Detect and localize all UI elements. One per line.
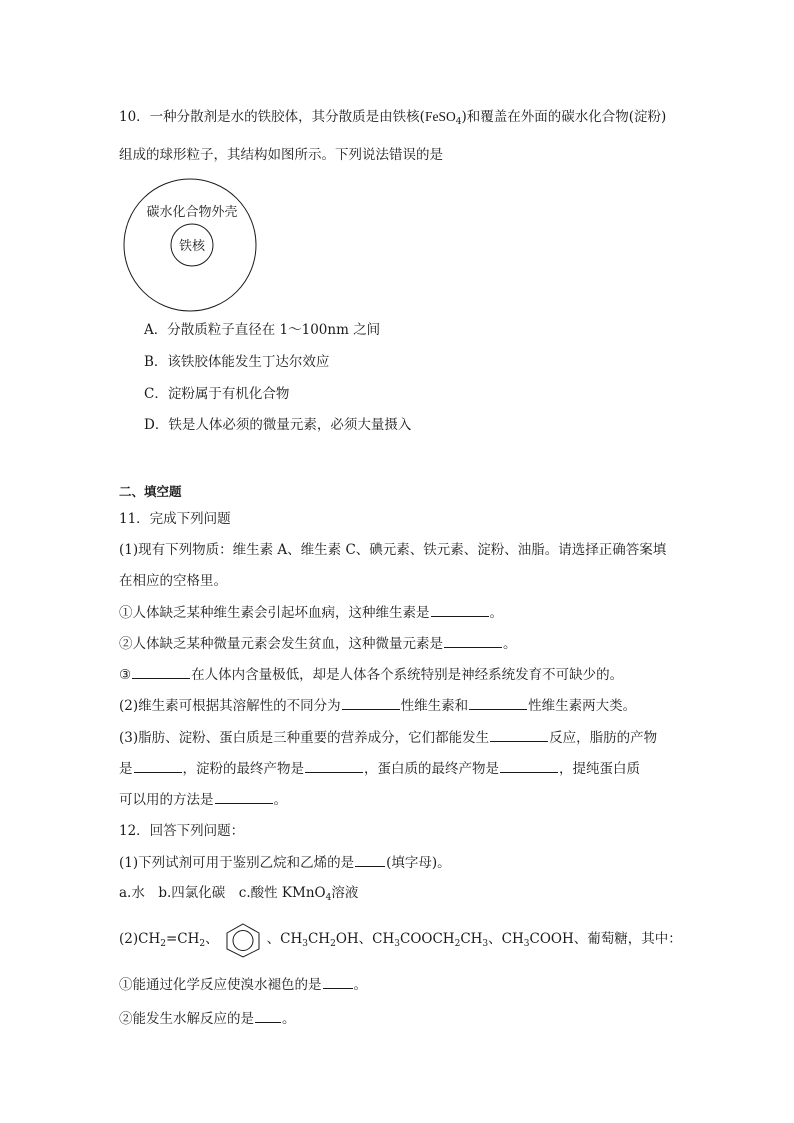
answer-blank[interactable] <box>490 728 548 742</box>
q10-stem-line2: 组成的球形粒子，其结构如图所示。下列说法错误的是 <box>119 147 443 163</box>
answer-blank[interactable] <box>431 603 489 617</box>
q11-item2: ②人体缺乏某种微量元素会发生贫血，这种微量元素是 。 <box>119 636 517 652</box>
q10-option-a: A．分散质粒子直径在 1～100nm 之间 <box>144 322 381 338</box>
answer-blank[interactable] <box>134 759 182 773</box>
q12-p1: (1)下列试剂可用于鉴别乙烷和乙烯的是 (填字母)。 <box>119 855 451 871</box>
answer-blank[interactable] <box>323 975 353 989</box>
q10-option-b: B．该铁胶体能发生丁达尔效应 <box>144 354 330 370</box>
answer-blank[interactable] <box>342 696 400 710</box>
answer-blank[interactable] <box>305 759 363 773</box>
answer-blank[interactable] <box>469 696 527 710</box>
colloid-particle-diagram <box>120 178 260 313</box>
q12-item2: ②能发生水解反应的是 。 <box>119 1011 296 1027</box>
q11-p3-line2: 是 ，淀粉的最终产物是 ，蛋白质的最终产物是 ，提纯蛋白质 <box>119 761 640 777</box>
q12-p1-options: a.水 b.四氯化碳 c.酸性 KMnO$_4$溶液 <box>119 885 359 903</box>
outer-shell-label: 碳水化合物外壳 <box>146 205 238 220</box>
q11-item1: ①人体缺乏某种维生素会引起坏血病，这种维生素是 。 <box>119 605 503 621</box>
q10-stem-line1: 10．一种分散剂是水的铁胶体，其分散质是由铁核(FeSO$_4$)和覆盖在外面的碳水化合物(淀粉) <box>119 109 667 127</box>
answer-blank[interactable] <box>500 759 558 773</box>
q11-p3-line1: (3)脂肪、淀粉、蛋白质是三种重要的营养成分，它们都能发生 反应，脂肪的产物 <box>119 730 658 746</box>
answer-blank[interactable] <box>444 634 502 648</box>
q12-item1: ①能通过化学反应使溴水褪色的是 。 <box>119 977 367 993</box>
q10-option-d: D．铁是人体必须的微量元素，必须大量摄入 <box>144 417 412 433</box>
q10-option-c: C．淀粉属于有机化合物 <box>144 386 290 402</box>
answer-blank[interactable] <box>215 790 273 804</box>
iron-core-label: 铁核 <box>178 239 206 254</box>
answer-blank[interactable] <box>255 1009 281 1023</box>
q11-title: 11．完成下列问题 <box>119 511 231 527</box>
q11-p2: (2)维生素可根据其溶解性的不同分为 性维生素和 性维生素两大类。 <box>119 698 637 714</box>
q11-p1-line1: (1)现有下列物质：维生素 A、维生素 C、碘元素、铁元素、淀粉、油脂。请选择正确答案填 <box>119 542 667 558</box>
q11-p3-line3: 可以用的方法是 。 <box>119 792 287 808</box>
q12-title: 12．回答下列问题： <box>119 823 245 839</box>
q11-item3: ③ 在人体内含量极低，却是人体各个系统特别是神经系统发育不可缺少的。 <box>119 667 624 683</box>
q12-p2: $(2)CH_2=CH_2$、 、$CH_3CH_2OH$、$CH_3COOCH_2CH_3$、$CH_3COOH$、葡萄糖，其中： <box>119 921 682 958</box>
section-title: 二、填空题 <box>119 484 182 499</box>
benzene-structure-icon <box>223 922 263 958</box>
q11-p1-line2: 在相应的空格里。 <box>119 573 227 589</box>
answer-blank[interactable] <box>132 665 190 679</box>
answer-blank[interactable] <box>355 853 385 867</box>
